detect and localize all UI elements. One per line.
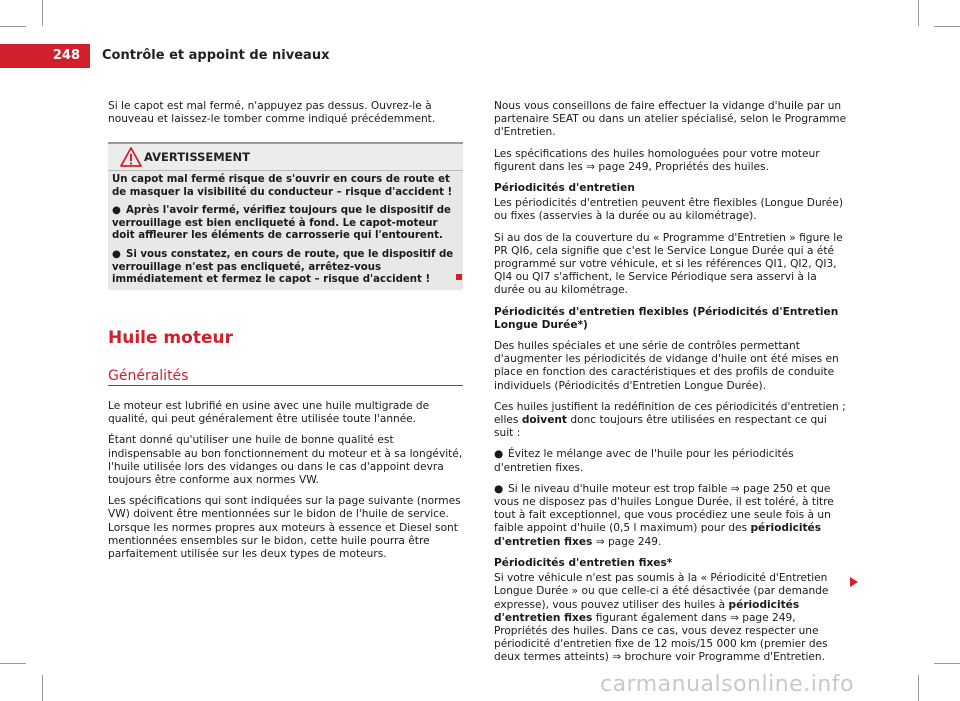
crop-mark xyxy=(934,26,960,27)
left-intro xyxy=(108,100,463,134)
bullet-icon: ● xyxy=(112,248,121,260)
bullet-item: ● Évitez le mélange avec de l'huile pour les périodicités d'entretien fixes. xyxy=(494,448,794,474)
bullet-item: ● Si le niveau d'huile moteur est trop faible ⇒ page 250 et que vous ne disposez pas d'huiles Longue Durée, il est toléré, à titre tout à fait exceptionnel, que vous procédiez une seule fois à un faible appoint d'huile (0,5 l maximum) pour des périodicités d'entretien fixes ⇒ page 249. xyxy=(494,482,834,548)
warning-body xyxy=(112,174,460,293)
header-title-area xyxy=(90,44,960,68)
paragraph: Les périodicités d'entretien peuvent être flexibles (Longue Durée) ou fixes (asservies à la durée ou au kilométrage). xyxy=(494,197,843,223)
paragraph: Les spécifications des huiles homologuées pour votre moteur figurent dans les ⇒ page 249, Propriétés des huiles. xyxy=(494,147,820,173)
warning-text: Un capot mal fermé risque de s'ouvrir en cours de route et de masquer la visibilité du conducteur – risque d'accident ! xyxy=(112,174,453,198)
end-of-section-icon xyxy=(456,274,462,280)
bullet-icon: ● xyxy=(494,448,504,461)
section-title: Huile moteur xyxy=(108,328,233,348)
bullet-icon: ● xyxy=(494,482,504,495)
crop-mark xyxy=(918,0,919,26)
warning-triangle-icon xyxy=(120,147,142,167)
paragraph: Le moteur est lubrifié en usine avec une huile multigrade de qualité, qui peut généralement être utilisée toute l'année. xyxy=(108,400,430,426)
intro-paragraph: Si le capot est mal fermé, n'appuyez pas dessus. Ouvrez-le à nouveau et laissez-le tomber comme indiqué précédemment. xyxy=(108,100,436,126)
subsection-rule xyxy=(108,385,463,386)
paragraph: Nous vous conseillons de faire effectuer la vidange d'huile par un partenaire SEAT ou dans un atelier spécialisé, selon le Programme d'Entretien. xyxy=(494,100,847,139)
heading: Périodicités d'entretien xyxy=(494,182,635,195)
crop-mark xyxy=(0,663,26,664)
crop-mark xyxy=(934,663,960,664)
watermark: carmanualsonline.info xyxy=(600,672,854,697)
continue-arrow-icon xyxy=(850,577,858,587)
right-column xyxy=(494,100,849,673)
warning-box xyxy=(108,142,463,290)
paragraph: Des huiles spéciales et une série de contrôles permettant d'augmenter les périodicités de vidange d'huile ont été mises en place en fonction des caractéristiques et des profils de conduite individuels (Périodicités d'Entretien Longue Durée). xyxy=(494,340,839,392)
paragraph: Si votre véhicule n'est pas soumis à la « Périodicité d'Entretien Longue Durée » ou que celle-ci a été désactivée (par demande expresse), vous pouvez utiliser des huiles à périodicités d'entretien fixes figurant également dans ⇒ page 249, Propriétés des huiles. Dans ce cas, vous devez respecter une périodicité d'entretien fixe de 12 mois/15 000 km (premier des deux termes atteints) ⇒ brochure voir Programme d'Entretien. xyxy=(494,572,829,664)
warning-header xyxy=(108,144,463,171)
bullet-icon: ● xyxy=(112,205,121,217)
crop-mark xyxy=(42,675,43,701)
paragraph: Si au dos de la couverture du « Programme d'Entretien » figure le PR QI6, cela signifie que c'est le Service Longue Durée qui a été programmé sur votre véhicule, et si les références QI1, QI2, QI3, QI4 ou QI7 s'affichent, le Service Périodique sera asservi à la durée ou au kilométrage. xyxy=(494,231,843,297)
heading: Périodicités d'entretien fixes* xyxy=(494,556,673,569)
crop-mark xyxy=(42,0,43,26)
paragraph: Les spécifications qui sont indiquées sur la page suivante (normes VW) doivent être mentionnées sur le bidon de l'huile de service. Lorsque les normes propres aux moteurs à essence et Diesel sont mentionnées ensembles sur le bidon, cette huile pourra être parfaitement utilisée sur les deux types de moteurs. xyxy=(108,495,461,561)
page-number: 248 xyxy=(0,44,90,68)
left-body xyxy=(108,400,463,569)
crop-mark xyxy=(0,26,26,27)
running-title: Contrôle et appoint de niveaux xyxy=(102,48,330,63)
crop-mark xyxy=(918,675,919,701)
subsection-title: Généralités xyxy=(108,368,189,384)
heading: Périodicités d'entretien flexibles (Périodicités d'Entretien Longue Durée*) xyxy=(494,305,839,331)
paragraph: Ces huiles justifient la redéfinition de ces périodicités d'entretien ; elles doivent donc toujours être utilisées en respectant ce qui suit : xyxy=(494,400,846,440)
warning-bullet: ● Si vous constatez, en cours de route, que le dispositif de verrouillage n'est pas encliqueté, arrêtez-vous immédiatement et fermez le capot – risque d'accident ! xyxy=(112,248,454,286)
warning-title: AVERTISSEMENT xyxy=(144,150,251,164)
paragraph: Étant donné qu'utiliser une huile de bonne qualité est indispensable au bon fonctionnement du moteur et à sa longévité, l'huile utilisée lors des vidanges ou dans le cas d'appoint devra toujours être conforme aux normes VW. xyxy=(108,434,463,487)
warning-bullet: ● Après l'avoir fermé, vérifiez toujours que le dispositif de verrouillage est bien encliqueté à fond. Le capot-moteur doit affleurer les éléments de carrosserie qui l'entourent. xyxy=(112,205,451,242)
